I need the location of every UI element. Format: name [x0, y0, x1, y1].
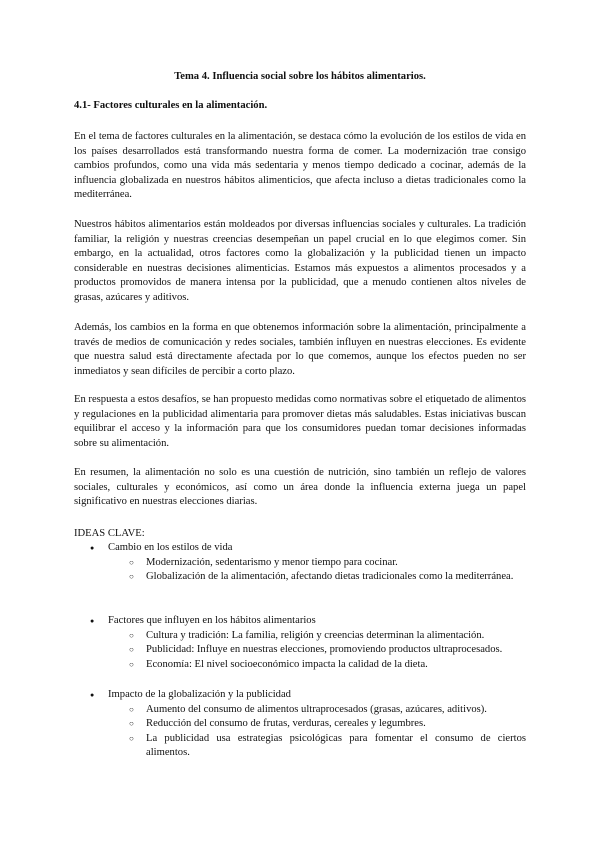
paragraph: En respuesta a estos desafíos, se han propuesto medidas como normativas sobre el etiquetado de alimentos y regulaciones en la publicidad alimentaria para promover dietas más saludables. Estas iniciativas buscan equilibrar el acceso y la información para que los consumidores puedan tomar decisiones informadas sobre su alimentación. — [74, 394, 526, 449]
document-title: Tema 4. Influencia social sobre los hábitos alimentarios. — [174, 71, 426, 82]
key-idea-sublist — [108, 629, 526, 673]
key-idea-item — [74, 614, 526, 672]
key-idea-subitem: ○ Globalización de la alimentación, afectando dietas tradicionales como la mediterránea. — [108, 570, 526, 585]
key-idea-group — [74, 541, 526, 585]
key-idea-subitem: ○ Publicidad: Influye en nuestras elecciones, promoviendo productos ultraprocesados. — [108, 643, 526, 658]
key-idea-sublist — [108, 703, 526, 761]
key-idea-subitem: ○ Cultura y tradición: La familia, religión y creencias determinan la alimentación. — [108, 629, 526, 644]
section-heading: 4.1- Factores culturales en la alimentación. — [74, 100, 268, 111]
paragraph: Además, los cambios en la forma en que obtenemos información sobre la alimentación, principalmente a través de medios de comunicación y redes sociales, también influyen en nuestras elecciones. Es evidente que nuestra salud está directamente afectada por lo que comemos, aunque los efectos pueden no ser inmediatos y sean difíciles de percibir a corto plazo. — [74, 322, 526, 377]
key-idea-group — [74, 688, 526, 761]
ideas-heading: IDEAS CLAVE: — [74, 528, 145, 539]
key-idea-label: Cambio en los estilos de vida — [108, 542, 233, 553]
paragraph: Nuestros hábitos alimentarios están moldeados por diversas influencias sociales y culturales. La tradición familiar, la religión y nuestras creencias desempeñan un papel crucial en lo que elegimos comer. Sin embargo, en la actualidad, otros factores como la globalización y la publicidad tienen un impacto considerable en nuestras decisiones alimenticias. Estamos más expuestos a alimentos procesados y a productos promovidos de manera intensa por la publicidad, que a menudo contienen altos niveles de grasas, azúcares y aditivos. — [74, 219, 526, 303]
paragraph: En resumen, la alimentación no solo es una cuestión de nutrición, sino también un reflejo de valores sociales, culturales y económicos, así como un área donde la influencia externa juega un papel significativo en nuestras elecciones diarias. — [74, 467, 526, 508]
key-idea-subitem: ○ Economía: El nivel socioeconómico impacta la calidad de la dieta. — [108, 658, 526, 673]
key-idea-subitem: ○ La publicidad usa estrategias psicológicas para fomentar el consumo de ciertos alimentos. — [108, 732, 526, 761]
key-idea-item — [74, 688, 526, 761]
key-idea-subitem: ○ Reducción del consumo de frutas, verduras, cereales y legumbres. — [108, 717, 526, 732]
key-idea-group — [74, 614, 526, 672]
key-idea-sublist — [108, 556, 526, 585]
key-idea-subitem: ○ Modernización, sedentarismo y menor tiempo para cocinar. — [108, 556, 526, 571]
paragraph: En el tema de factores culturales en la alimentación, se destaca cómo la evolución de los estilos de vida en los países desarrollados está transformando nuestra forma de comer. La modernización trae consigo cambios profundos, como una vida más sedentaria y menos tiempo dedicado a cocinar, además de la influencia globalizada en nuestros hábitos alimenticios, que afecta incluso a dietas tradicionales como la mediterránea. — [74, 131, 526, 201]
key-idea-label: Factores que influyen en los hábitos alimentarios — [108, 615, 316, 626]
key-idea-label: Impacto de la globalización y la publicidad — [108, 689, 291, 700]
key-idea-item — [74, 541, 526, 585]
key-idea-subitem: ○ Aumento del consumo de alimentos ultraprocesados (grasas, azúcares, aditivos). — [108, 703, 526, 718]
